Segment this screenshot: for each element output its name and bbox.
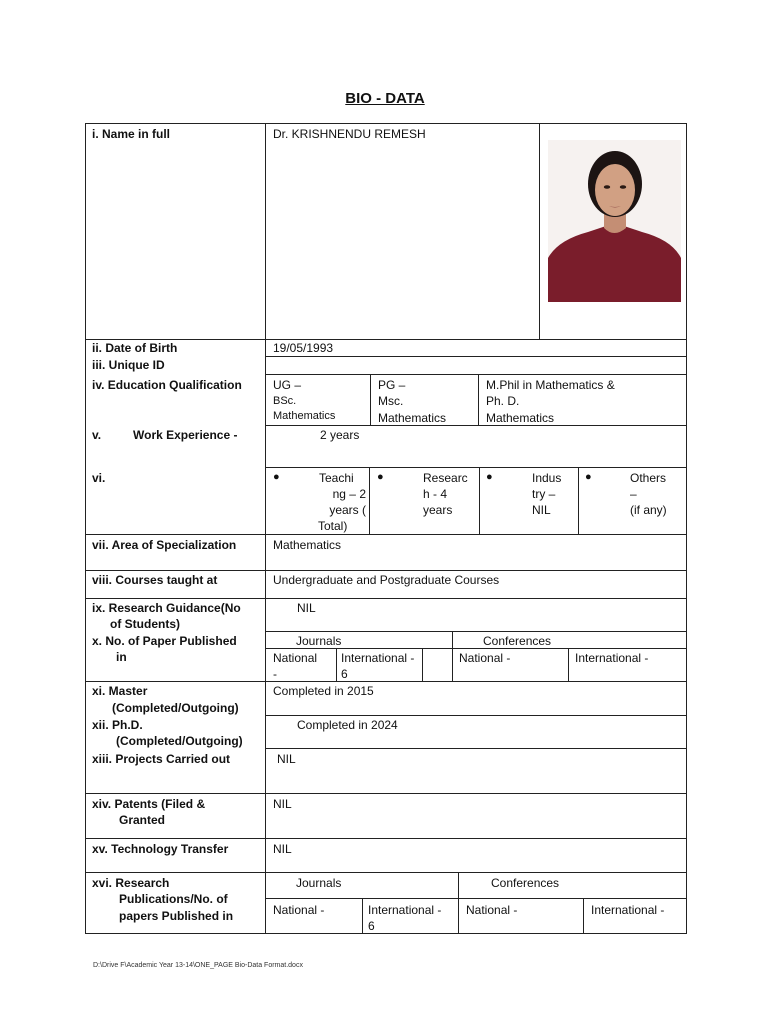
papers-conferences-header: Conferences — [483, 634, 552, 648]
bullet-icon: ● — [273, 471, 280, 483]
unique-id-label: iii. Unique ID — [92, 358, 165, 372]
courses-value: Undergraduate and Postgraduate Courses — [273, 573, 500, 587]
ug-line-2: BSc. — [273, 395, 297, 407]
profile-photo — [548, 140, 681, 302]
publications-national: National - — [273, 903, 325, 917]
others-line-1: Others — [630, 471, 667, 485]
industry-line-3: NIL — [532, 503, 551, 517]
papers-journals-header: Journals — [296, 634, 342, 648]
guidance-value: NIL — [297, 601, 316, 615]
footer-file-path: D:\Drive F\Academic Year 13-14\ONE_PAGE Bio-Data Format.docx — [93, 962, 303, 969]
projects-label: xiii. Projects Carried out — [92, 752, 231, 766]
papers-international-label: International - — [341, 651, 415, 665]
pg-line-3: Mathematics — [378, 411, 447, 425]
papers-label-2: in — [116, 650, 127, 664]
teaching-line-1: Teachi — [319, 471, 354, 485]
bullet-icon: ● — [486, 471, 493, 483]
page-title: BIO - DATA — [345, 90, 425, 107]
phd-value: Completed in 2024 — [297, 718, 398, 732]
ug-line-3: Mathematics — [273, 410, 336, 422]
research-line-1: Researc — [423, 471, 468, 485]
education-label: iv. Education Qualification — [92, 378, 242, 392]
specialization-label: vii. Area of Specialization — [92, 538, 237, 552]
bullet-icon: ● — [585, 471, 592, 483]
pg-line-1: PG – — [378, 378, 406, 392]
person-photo-icon — [548, 140, 681, 302]
name-label: i. Name in full — [92, 127, 171, 141]
publications-international-value: 6 — [368, 919, 375, 933]
teaching-line-2: ng – 2 — [332, 487, 366, 501]
master-label-2: (Completed/Outgoing) — [112, 701, 239, 715]
projects-value: NIL — [277, 752, 296, 766]
publications-conferences-header: Conferences — [491, 876, 560, 890]
dob-value: 19/05/1993 — [273, 341, 334, 355]
teaching-line-3: years ( — [329, 503, 366, 517]
tech-label: xv. Technology Transfer — [92, 842, 229, 856]
phd-label-1: xii. Ph.D. — [92, 718, 143, 732]
bullet-icon: ● — [377, 471, 384, 483]
papers-national-label: National — [273, 651, 318, 665]
publications-international-label: International - — [368, 903, 442, 917]
phd-label-2: (Completed/Outgoing) — [116, 734, 243, 748]
patents-label-2: Granted — [119, 813, 166, 827]
papers-label-1: x. No. of Paper Published — [92, 634, 237, 648]
publications-conf-international: International - — [591, 903, 665, 917]
master-value: Completed in 2015 — [273, 684, 374, 698]
papers-international-value: 6 — [341, 667, 348, 681]
industry-line-2: try – — [532, 487, 556, 501]
name-value: Dr. KRISHNENDU REMESH — [273, 127, 426, 141]
work-label-number: v. — [92, 428, 102, 442]
papers-conf-international: International - — [575, 651, 649, 665]
mphil-line-1: M.Phil in Mathematics & — [486, 378, 615, 392]
patents-value: NIL — [273, 797, 292, 811]
publications-journals-header: Journals — [296, 876, 342, 890]
publications-label-3: papers Published in — [119, 909, 234, 923]
specialization-value: Mathematics — [273, 538, 342, 552]
experience-label: vi. — [92, 471, 106, 485]
publications-label-2: Publications/No. of — [119, 892, 228, 906]
mphil-line-2: Ph. D. — [486, 394, 520, 408]
papers-conf-national: National - — [459, 651, 511, 665]
research-line-2: h - 4 — [423, 487, 448, 501]
pg-line-2: Msc. — [378, 394, 404, 408]
publications-label-1: xvi. Research — [92, 876, 170, 890]
teaching-line-4: Total) — [318, 519, 348, 533]
guidance-label-2: of Students) — [110, 617, 180, 631]
papers-national-value: - — [273, 667, 277, 681]
others-line-2: – — [630, 487, 637, 501]
industry-line-1: Indus — [532, 471, 562, 485]
others-line-3: (if any) — [630, 503, 667, 517]
tech-value: NIL — [273, 842, 292, 856]
mphil-line-3: Mathematics — [486, 411, 555, 425]
research-line-3: years — [423, 503, 453, 517]
dob-label: ii. Date of Birth — [92, 341, 178, 355]
master-label-1: xi. Master — [92, 684, 148, 698]
patents-label-1: xiv. Patents (Filed & — [92, 797, 206, 811]
guidance-label-1: ix. Research Guidance(No — [92, 601, 241, 615]
ug-line-1: UG – — [273, 378, 302, 392]
work-label: Work Experience - — [133, 428, 238, 442]
work-value: 2 years — [320, 428, 360, 442]
courses-label: viii. Courses taught at — [92, 573, 218, 587]
publications-conf-national: National - — [466, 903, 518, 917]
